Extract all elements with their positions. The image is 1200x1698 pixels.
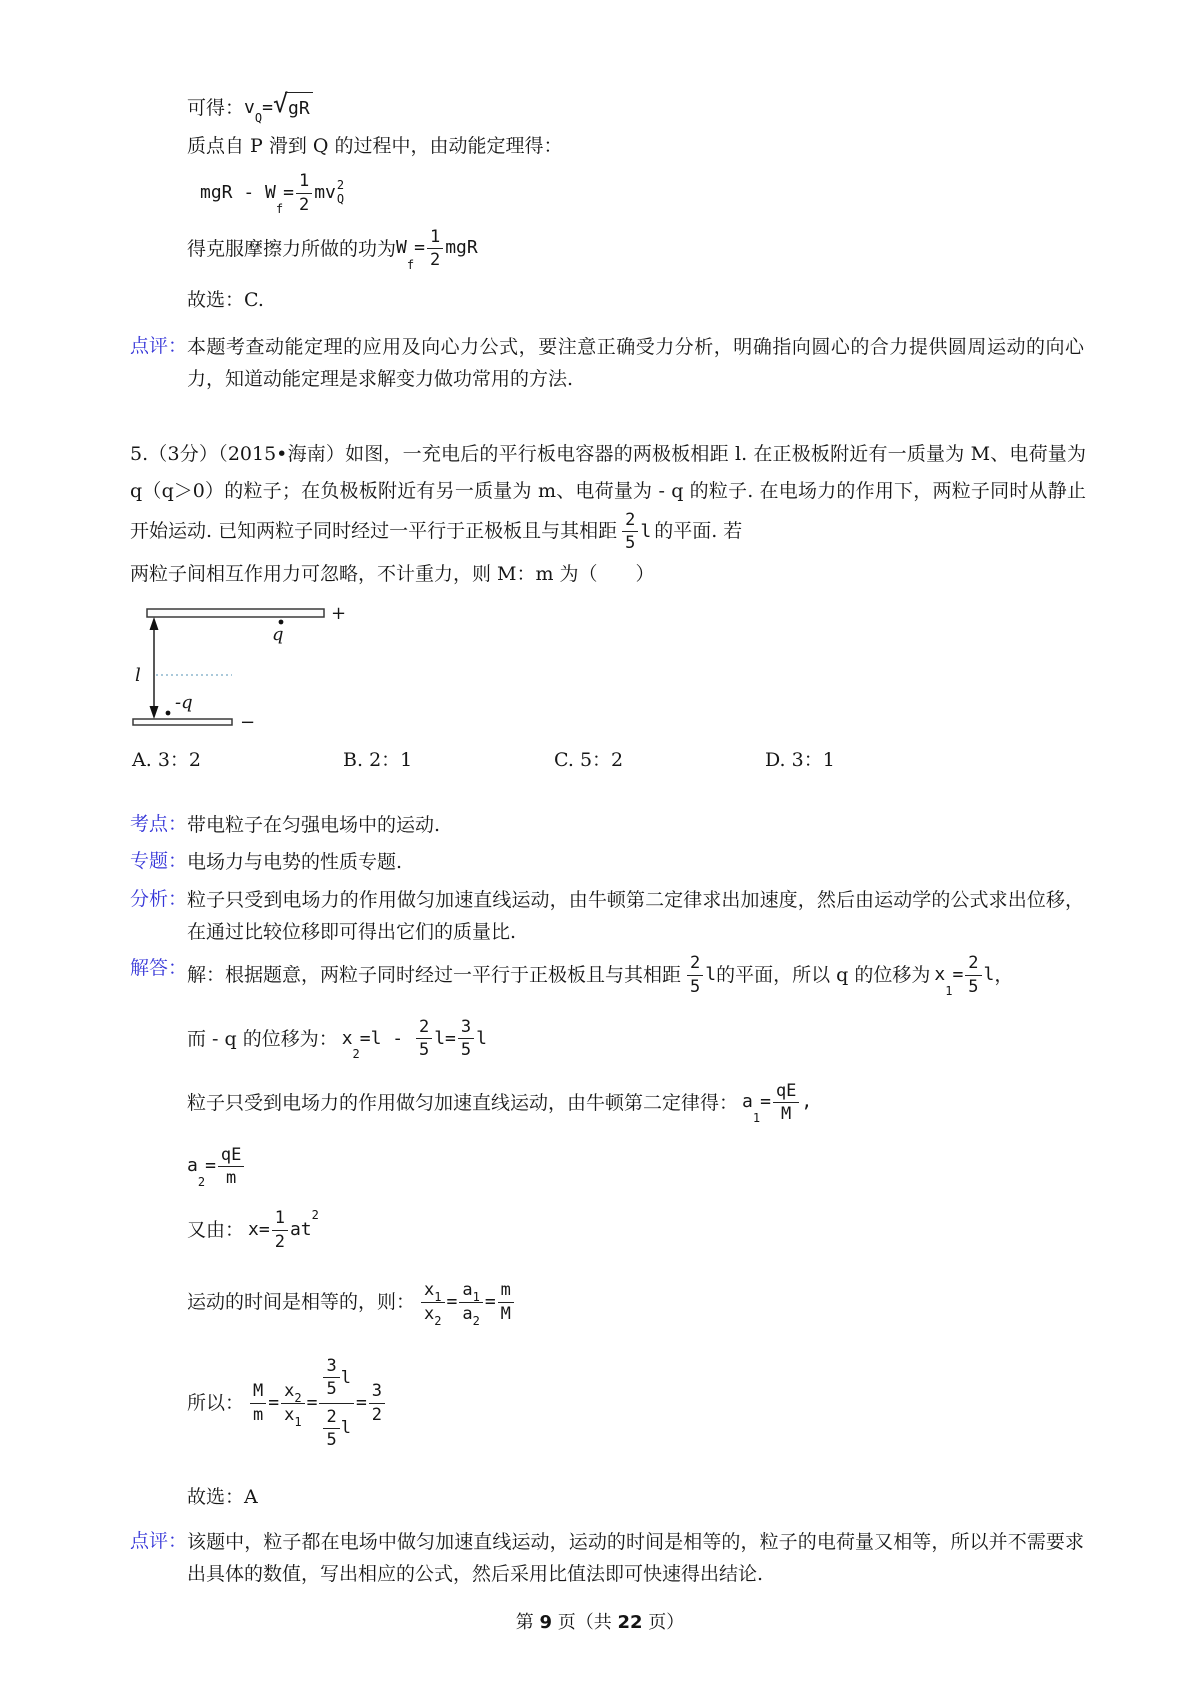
prev-solution-tail bbox=[187, 89, 1084, 315]
ratio-formula: x $_1$ x $_2$ = a $_1$ a $_2$ = $\frac{m}{M}$ bbox=[419, 1280, 516, 1324]
mgr-formula: mgR - W $_f$ = $\frac{1}{2}$ mv 2 Q bbox=[200, 171, 345, 216]
x1-formula: x $_1$ = $\frac{2}{5}$ l bbox=[934, 953, 995, 998]
solution-line-6 bbox=[187, 1280, 1084, 1328]
exam-point-label: 考点： bbox=[130, 813, 188, 836]
charge-negq-label: -q bbox=[175, 691, 193, 713]
exam-point-row bbox=[130, 809, 1084, 841]
solution-line-1 bbox=[187, 953, 1084, 997]
final-comment-text: 该题中，粒子都在电场中做匀加速直线运动，运动的时间是相等的，粒子的电荷量又相等，所以并不需要求出具体的数值，写出相应的公式，然后采用比值法即可快速得出结论. bbox=[187, 1530, 1084, 1586]
solution-line-1-text-a: 解：根据题意，两粒子同时经过一平行于正极板且与其相距 bbox=[187, 964, 682, 987]
stem-text-1: 5.（3分）（2015•海南）如图，一充电后的平行板电容器的两极板相距 l. 在正极板附近有一质量为 M、电荷量为 q（q＞0）的粒子；在负极板附近有另一质量为 m、电荷量为 - q 的粒子. 在电场力的作用下，两粒子同时从静止开始运动. 已知两粒子同时经过一平行于正极板且与其相距 bbox=[130, 442, 1086, 542]
option-a-value: 3：2 bbox=[157, 748, 201, 771]
prev-comment-row bbox=[130, 331, 1084, 396]
prev-comment-text: 本题考查动能定理的应用及向心力公式，要注意正确受力分析，明确指向圆心的合力提供圆周运动的向心力，知道动能定理是求解变力做功常用的方法. bbox=[187, 336, 1084, 391]
solution-answer-line: 故选：A bbox=[187, 1485, 258, 1508]
arrowhead-up-icon bbox=[150, 617, 159, 630]
final-comment-row bbox=[130, 1526, 1084, 1591]
a2-formula: a $_2$ = $\frac{qE}{m}$ bbox=[187, 1145, 246, 1189]
page-footer bbox=[0, 1608, 1200, 1634]
solution-line-4 bbox=[187, 1145, 1084, 1189]
solution-line-6-text: 运动的时间是相等的，则： bbox=[187, 1290, 416, 1313]
xat-formula: x= $\frac{1}{2}$ at $^2$ bbox=[248, 1208, 319, 1252]
answer-content bbox=[187, 953, 1084, 1521]
option-b-value: 2：1 bbox=[369, 748, 413, 771]
gap-length-label: l bbox=[135, 664, 141, 686]
option-c bbox=[554, 745, 765, 775]
topic-label: 专题： bbox=[130, 850, 188, 873]
option-c-value: 5：2 bbox=[579, 748, 624, 771]
final-comment-label: 点评： bbox=[130, 1529, 188, 1552]
solution-line-7 bbox=[187, 1354, 1084, 1453]
vq-result-line bbox=[187, 89, 1084, 125]
friction-work-line bbox=[187, 227, 1084, 271]
problem-5 bbox=[130, 436, 1084, 775]
analysis-text: 粒子只受到电场力的作用做匀加速直线运动，由牛顿第二定律求出加速度，然后由运动学的公式求出位移，在通过比较位移即可得出它们的质量比. bbox=[187, 888, 1084, 943]
solution-line-2-text: 而 - q 的位移为： bbox=[187, 1027, 338, 1050]
stem-text-2: 的平面. 若 bbox=[654, 519, 743, 542]
positive-plate bbox=[147, 609, 324, 617]
mgr-formula-line bbox=[187, 171, 1084, 215]
solution-line-1-text-b: 的平面，所以 q 的位移为 bbox=[716, 964, 931, 987]
problem-stem-line2: 两粒子间相互作用力可忽略，不计重力，则 M：m 为（ ） bbox=[130, 562, 655, 585]
analysis-row bbox=[130, 884, 1084, 949]
a1-formula: a $_1$ = $\frac{qE}{M}$ , bbox=[742, 1080, 813, 1126]
wf-formula: W $_f$ = $\frac{1}{2}$ mgR bbox=[396, 226, 478, 272]
topic-row bbox=[130, 846, 1084, 878]
charge-q-label: q bbox=[272, 623, 284, 645]
option-d bbox=[765, 745, 835, 775]
answer-label: 解答： bbox=[130, 957, 188, 980]
topic-text: 电场力与电势的性质专题. bbox=[187, 851, 403, 874]
negative-plate bbox=[133, 719, 232, 725]
footer-suffix: 页） bbox=[642, 1612, 685, 1633]
option-b bbox=[343, 745, 554, 775]
comment-label: 点评： bbox=[130, 335, 188, 358]
arrowhead-down-icon bbox=[150, 706, 159, 719]
analysis-label: 分析： bbox=[130, 887, 188, 910]
solution-block bbox=[130, 809, 1084, 1590]
option-c-key: C. bbox=[554, 748, 574, 771]
option-b-key: B. bbox=[343, 748, 364, 771]
footer-total-pages: 22 bbox=[617, 1612, 643, 1633]
distance-fraction-2: $\frac{2}{5}$ l bbox=[685, 953, 716, 997]
distance-fraction: $\frac{2}{5}$ l bbox=[620, 510, 651, 554]
charge-negq-dot bbox=[166, 710, 171, 715]
vq-result-prefix: 可得： bbox=[187, 96, 245, 119]
solution-line-7-text: 所以： bbox=[187, 1392, 245, 1415]
solution-line-5 bbox=[187, 1208, 1084, 1252]
final-ratio-formula: $\frac{M}{m}$ = x $_2$ x $_1$ = $\frac{3}{5}$ l $\frac{2}{5}$ l = $\frac{3}{2}$ bbox=[248, 1354, 387, 1453]
option-d-key: D. bbox=[765, 748, 786, 771]
minus-sign-label: − bbox=[240, 711, 256, 733]
prev-answer-line: 故选：C. bbox=[187, 288, 264, 311]
solution-line-2 bbox=[187, 1017, 1084, 1061]
options-row bbox=[132, 745, 1084, 775]
solution-line-3 bbox=[187, 1081, 1084, 1125]
solution-line-1-comma: ， bbox=[994, 964, 1014, 987]
energy-theorem-line: 质点自 P 滑到 Q 的过程中，由动能定理得： bbox=[187, 134, 563, 157]
vq-formula: v $_Q$ = √ gR bbox=[244, 92, 313, 124]
answer-row bbox=[130, 953, 1084, 1521]
capacitor-diagram bbox=[132, 602, 552, 737]
solution-line-3-text: 粒子只受到电场力的作用做匀加速直线运动，由牛顿第二定律得： bbox=[187, 1091, 739, 1114]
exam-point-text: 带电粒子在匀强电场中的运动. bbox=[187, 814, 441, 837]
friction-work-prefix: 得克服摩擦力所做的功为 bbox=[187, 237, 397, 260]
footer-prefix: 第 bbox=[515, 1612, 540, 1633]
solution-line-5-text: 又由： bbox=[187, 1219, 245, 1242]
option-a bbox=[132, 745, 343, 775]
x2-formula: x $_2$ =l - $\frac{2}{5}$ l= $\frac{3}{5}$ l bbox=[341, 1017, 487, 1062]
plus-sign-label: + bbox=[331, 602, 347, 624]
option-d-value: 3：1 bbox=[791, 748, 835, 771]
footer-page-number: 9 bbox=[539, 1612, 552, 1633]
option-a-key: A. bbox=[132, 748, 152, 771]
footer-middle: 页（共 bbox=[552, 1612, 618, 1633]
problem-stem bbox=[130, 436, 1086, 554]
